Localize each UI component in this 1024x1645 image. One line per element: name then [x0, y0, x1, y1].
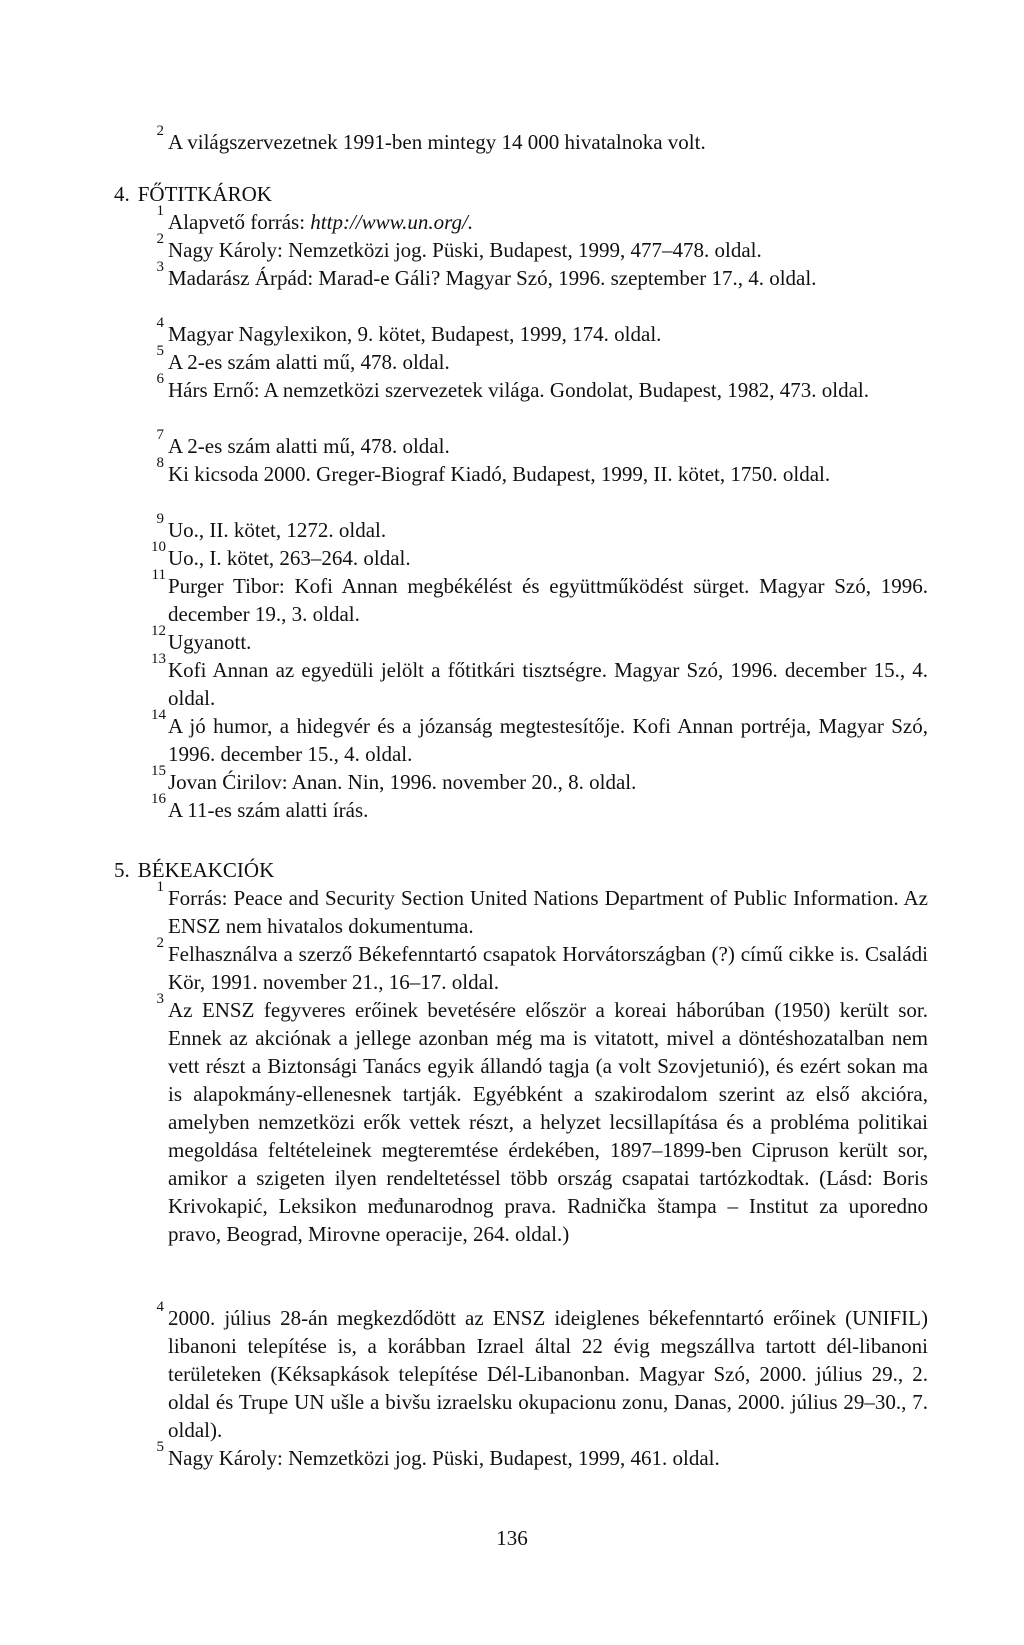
footnote-number: 3: [156, 259, 164, 275]
section-heading-5: [114, 856, 274, 884]
footnote-s4-14: [151, 707, 928, 768]
footnote-number: 4: [156, 1299, 164, 1315]
footnote-s4-8: [156, 455, 928, 488]
footnote-number: 12: [151, 623, 166, 639]
footnote-s4-10: [151, 539, 928, 572]
footnote-number: 1: [156, 879, 164, 895]
footnote-s5-2: [156, 935, 928, 996]
section-heading-4: [114, 180, 272, 208]
section-title: FŐTITKÁROK: [137, 182, 272, 206]
footnote-text: A 2-es szám alatti mű, 478. oldal.: [168, 350, 450, 374]
footnote-text: Ki kicsoda 2000. Greger-Biograf Kiadó, Budapest, 1999, II. kötet, 1750. oldal.: [168, 462, 831, 486]
footnote-number: 10: [151, 539, 166, 555]
footnote-top: [156, 123, 928, 156]
footnote-text: Forrás: Peace and Security Section United Nations Department of Public Information. Az ENSZ nem hivatalos dokumentuma.: [168, 886, 928, 938]
footnote-s5-1: [156, 879, 928, 940]
footnote-number: 4: [156, 315, 164, 331]
footnote-text: Nagy Károly: Nemzetközi jog. Püski, Budapest, 1999, 477–478. oldal.: [168, 238, 762, 262]
footnote-s5-5: [156, 1439, 928, 1472]
footnote-s4-11: [151, 567, 928, 628]
footnote-number: 14: [151, 707, 166, 723]
footnote-s4-13: [151, 651, 928, 712]
page-number: 136: [496, 1526, 528, 1550]
footnote-text: A világszervezetnek 1991-ben mintegy 14 000 hivatalnoka volt.: [168, 130, 706, 154]
footnote-number: 5: [156, 1439, 164, 1455]
footnote-number: 11: [151, 567, 166, 583]
footnote-s5-4: [156, 1299, 928, 1444]
footnote-text: Kofi Annan az egyedüli jelölt a főtitkári tisztségre. Magyar Szó, 1996. december 15., 4. oldal.: [168, 658, 928, 710]
footnote-text: Purger Tibor: Kofi Annan megbékélést és együttműködést sürget. Magyar Szó, 1996. december 19., 3. oldal.: [168, 574, 928, 626]
footnote-text: Madarász Árpád: Marad-e Gáli? Magyar Szó, 1996. szeptember 17., 4. oldal.: [168, 266, 817, 290]
footnote-s4-16: [151, 791, 928, 824]
footnote-s4-9: [156, 511, 928, 544]
footnote-s4-1: [156, 203, 928, 236]
footnote-text-main: Alapvető forrás:: [168, 210, 311, 234]
footnote-number: 5: [156, 343, 164, 359]
footnote-text: 2000. július 28-án megkezdődött az ENSZ ideiglenes békefenntartó erőinek (UNIFIL) libanoni telepítése is, a korábban Izrael által 22 évig megszállva tartott dél-libanoni területeken (Kéksapkások telepítése Dél-Libanonban. Magyar Szó, 2000. július 29., 2. oldal és Trupe UN ušle a bivšu izraelsku okupacionu zonu, Danas, 2000. július 29–30., 7. oldal).: [168, 1306, 928, 1442]
footnote-text: Felhasználva a szerző Békefenntartó csapatok Horvátországban (?) című cikke is. Családi Kör, 1991. november 21., 16–17. oldal.: [168, 942, 928, 994]
footnote-text: Magyar Nagylexikon, 9. kötet, Budapest, 1999, 174. oldal.: [168, 322, 662, 346]
footnote-number: 7: [156, 427, 164, 443]
footnote-text: A 11-es szám alatti írás.: [168, 798, 369, 822]
footnote-number: 3: [156, 991, 164, 1007]
footnote-text: Uo., I. kötet, 263–264. oldal.: [168, 546, 411, 570]
footnote-text: Hárs Ernő: A nemzetközi szervezetek világa. Gondolat, Budapest, 1982, 473. oldal.: [168, 378, 869, 402]
section-title: BÉKEAKCIÓK: [137, 858, 275, 882]
footnote-text: [168, 208, 928, 236]
footnote-number: 13: [151, 651, 166, 667]
footnote-s4-7: [156, 427, 928, 460]
footnote-text: A jó humor, a hidegvér és a józanság megtestesítője. Kofi Annan portréja, Magyar Szó, 1996. december 15., 4. oldal.: [168, 714, 928, 766]
section-number: 5.: [114, 858, 130, 882]
source-url-link[interactable]: http://www.un.org/.: [310, 210, 474, 234]
footnote-text: A 2-es szám alatti mű, 478. oldal.: [168, 434, 450, 458]
footnote-s4-4: [156, 315, 928, 348]
footnote-text: Nagy Károly: Nemzetközi jog. Püski, Budapest, 1999, 461. oldal.: [168, 1446, 720, 1470]
footnote-s4-5: [156, 343, 928, 376]
footnote-s4-12: [151, 623, 928, 656]
footnote-text: Uo., II. kötet, 1272. oldal.: [168, 518, 387, 542]
footnote-number: 2: [156, 123, 164, 139]
footnote-s4-2: [156, 231, 928, 264]
footnote-number: 2: [156, 231, 164, 247]
footnote-number: 1: [156, 203, 164, 219]
footnote-s4-3: [156, 259, 928, 292]
footnote-text: Az ENSZ fegyveres erőinek bevetésére először a koreai háborúban (1950) került sor. Ennek az akciónak a jellege azonban még ma is vitatott, mivel a döntéshozatalban nem vett részt a Biztonsági Tanács egyik állandó tagja (a volt Szovjetunió), és ezért sokan ma is alapokmány-ellenesnek tartják. Egyébként a szakirodalom szerint az első akcióra, amelyben nemzetközi erők vettek részt, a helyzet lecsillapítása és a probléma politikai megoldása feltételeinek megteremtése érdekében, 1897–1899-ben Cipruson került sor, amikor a szigeten ilyen rendeltetéssel több ország csapatai tartózkodtak. (Lásd: Boris Krivokapić, Leksikon međunarodnog prava. Radnička štampa – Institut za uporedno pravo, Beograd, Mirovne operacije, 264. oldal.): [168, 998, 928, 1246]
footnote-s4-6: [156, 371, 928, 404]
footnote-number: 15: [151, 763, 166, 779]
footnote-text: Jovan Ćirilov: Anan. Nin, 1996. november 20., 8. oldal.: [168, 770, 637, 794]
footnote-number: 9: [156, 511, 164, 527]
footnote-number: 2: [156, 935, 164, 951]
footnote-number: 6: [156, 371, 164, 387]
footnote-number: 8: [156, 455, 164, 471]
footnote-s5-3: [156, 991, 928, 1248]
footnote-s4-15: [151, 763, 928, 796]
section-number: 4.: [114, 182, 130, 206]
footnote-number: 16: [151, 791, 166, 807]
footnote-text: Ugyanott.: [168, 630, 252, 654]
